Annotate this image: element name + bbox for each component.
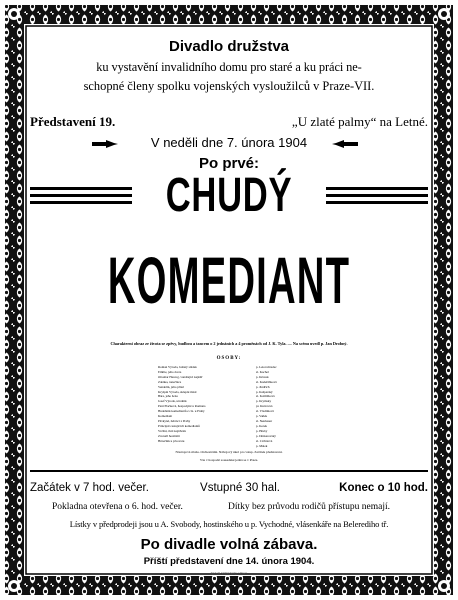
title-line-2: KOMEDIANT bbox=[107, 243, 351, 317]
cast-role: Ottomar Herzog, vandrující kejklíř bbox=[158, 374, 203, 379]
cast-role: Pěvkyně, žebrácí z Prahy bbox=[158, 418, 191, 423]
cast-role: Bára, jeho žena bbox=[158, 394, 178, 399]
title-rule-left-3 bbox=[30, 201, 132, 204]
admission: Vstupné 30 hal. bbox=[200, 482, 280, 494]
cast-role: Principál cestujících komediantů bbox=[158, 423, 200, 428]
section-divider bbox=[30, 470, 428, 472]
ticket-info: Lístky v předprodeji jsou u A. Svobody, hostinského u p. Vychodné, vlásenkáře na Belerediho tř. bbox=[69, 519, 389, 529]
cast-role: Hudebník komediantů z ciz. u Prahy bbox=[158, 409, 205, 414]
cast-actor: p. Krymsky bbox=[256, 399, 272, 404]
cast-roles-column bbox=[158, 365, 254, 444]
cast-actor: p. Kristek bbox=[256, 374, 269, 379]
cast-heading: OSOBY: bbox=[216, 356, 242, 361]
cast-note: Nástrojová úloha. Orchestrální. Nábojový úkol pro vstup. Začátek představení. bbox=[175, 450, 283, 454]
play-subtitle: Charakterní obraz ze života se zpěvy, hudbou a tancem o 2 jednáních a 4 proměnách od J. K. Tyla. — Na scénu uvedl p. Jan Drobný. bbox=[110, 341, 348, 346]
theatre-name: Divadlo družstva bbox=[168, 38, 290, 55]
cast-role: Zvonaři hostinští bbox=[158, 433, 180, 438]
premiere-label: Po prvé: bbox=[198, 155, 259, 172]
cast-actor: sl. Vladimová bbox=[256, 409, 274, 414]
poster-body bbox=[30, 30, 428, 575]
cast-actors-column bbox=[256, 365, 310, 448]
printer-line: Tiskem knihtiskárny v Praze bbox=[210, 571, 248, 575]
next-performance: Příští představení dne 14. února 1904. bbox=[143, 556, 315, 567]
cast-role: Zdenka, tanečnice bbox=[158, 379, 182, 384]
venue: „U zlaté palmy“ na Letné. bbox=[291, 114, 428, 129]
end-time: Konec o 10 hod. bbox=[339, 482, 428, 494]
cast-role: Kryšpín Výroda, sklepní mistr bbox=[158, 389, 197, 394]
cast-role: Roman Výroda, bohatý sládek bbox=[158, 365, 197, 369]
cast-role: Vrchní, třetí kojičkáře bbox=[158, 428, 187, 433]
start-time: Začátek v 7 hod. večer. bbox=[30, 482, 149, 494]
title-rule-right-1 bbox=[326, 187, 428, 190]
cast-role: Hrnečník u pivovaru bbox=[158, 438, 185, 443]
cast-actor: p. Vaňek bbox=[256, 414, 268, 419]
cast-actor: sl. Kachel bbox=[256, 369, 269, 374]
cast-role: Pani Plačková, hospodyně u Romana bbox=[158, 404, 206, 409]
cast-actor: p. Hruby bbox=[256, 428, 268, 433]
dance-announcement: Po divadle volná zábava. bbox=[140, 536, 318, 553]
cast-role: Komediant bbox=[158, 414, 173, 419]
cast-actor: p. Drnkarovský bbox=[256, 433, 276, 438]
cast-actor: p. Kotek bbox=[256, 423, 267, 428]
title-rule-right-3 bbox=[326, 201, 428, 204]
box-office: Pokladna otevřena o 6. hod. večer. bbox=[52, 502, 183, 512]
title-rule-left-2 bbox=[30, 194, 132, 197]
date-line: V neděli dne 7. února 1904 bbox=[150, 135, 308, 150]
cast-actor: sl. Koblížková bbox=[256, 394, 275, 399]
cast-actor: p. Kašparský bbox=[256, 389, 273, 394]
cast-actor: p. Letovohradec bbox=[256, 365, 277, 369]
cast-actor: p. Malek bbox=[256, 443, 268, 448]
purpose-line-1: ku vystavění invalidního domu pro staré a ku práci ne- bbox=[96, 60, 362, 74]
children-note: Dítky bez průvodu rodičů přístupu nemají. bbox=[228, 502, 390, 512]
cast-role: Josef Výroda, učedník bbox=[158, 399, 187, 404]
cast-actor: p. Jindřich bbox=[256, 384, 270, 389]
cast-role: Emilie, jeho dcera bbox=[158, 369, 182, 374]
title-rule-right-2 bbox=[326, 194, 428, 197]
cast-actor: sl. Cichrtová bbox=[256, 438, 273, 443]
cast-actor: sl. Neubauer bbox=[256, 418, 273, 423]
performance-number: Představení 19. bbox=[30, 114, 116, 129]
pointing-hand-left-icon bbox=[332, 140, 358, 148]
cast-note-2: Vše v hospodě sousedské jedná se v Praze. bbox=[199, 458, 259, 462]
purpose-line-2: schopné členy spolku vojenských vysloužilců v Praze-VII. bbox=[83, 79, 375, 93]
cast-role: Vendelín, jeho přítel bbox=[158, 384, 184, 389]
cast-actor: pí. Kučerová bbox=[256, 404, 273, 409]
title-line-1: CHUDÝ bbox=[165, 169, 293, 222]
cast-actor: sl. Kadeřábková bbox=[256, 379, 277, 384]
title-rule-left-1 bbox=[30, 187, 132, 190]
